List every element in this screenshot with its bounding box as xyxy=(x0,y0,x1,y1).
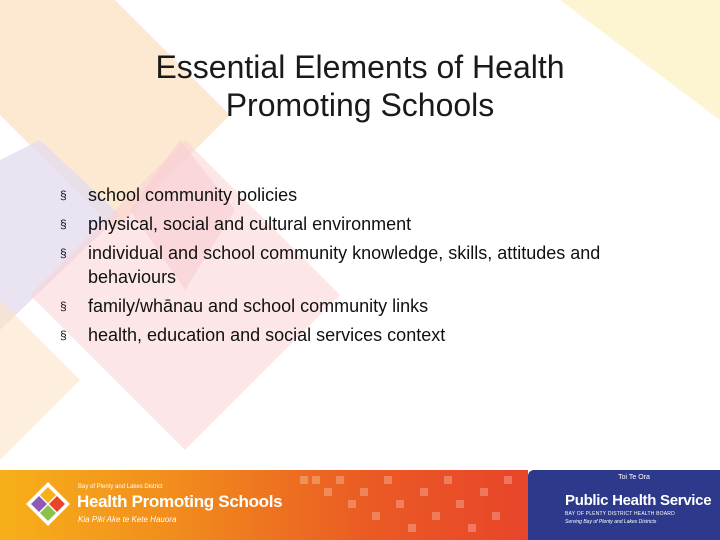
bullet-text-continued: behaviours xyxy=(88,267,177,287)
slide-title xyxy=(60,48,660,124)
phs-serving: Serving Bay of Plenty and Lakes Districts xyxy=(565,519,657,525)
grid-square xyxy=(492,512,500,520)
bullet-text: individual and school community knowledge, skills, attitudes and xyxy=(88,243,601,263)
bullet-marker: § xyxy=(60,188,67,202)
bullet-marker: § xyxy=(60,299,67,313)
grid-square xyxy=(384,476,392,484)
phs-name: Public Health Service xyxy=(565,492,712,509)
grid-square xyxy=(444,476,452,484)
grid-square xyxy=(360,488,368,496)
grid-square xyxy=(456,500,464,508)
phs-board: BAY OF PLENTY DISTRICT HEALTH BOARD xyxy=(565,511,675,517)
bullet-text: health, education and social services context xyxy=(88,325,446,345)
bullet-item xyxy=(60,294,670,318)
diamond-logo-icon xyxy=(26,482,70,526)
grid-square xyxy=(336,476,344,484)
bullet-text: school community policies xyxy=(88,185,298,205)
footer-banner xyxy=(0,470,720,540)
grid-square xyxy=(504,476,512,484)
slide-title-line1: Essential Elements of Health xyxy=(155,49,565,85)
bullet-item xyxy=(60,183,670,207)
bullet-marker: § xyxy=(60,328,67,342)
grid-square xyxy=(348,500,356,508)
bullet-text: physical, social and cultural environment xyxy=(88,214,412,234)
grid-square xyxy=(300,476,308,484)
hps-name: Health Promoting Schools xyxy=(77,492,283,511)
bullet-item xyxy=(60,323,670,347)
grid-square xyxy=(312,476,320,484)
bullet-item xyxy=(60,212,670,236)
bullet-item xyxy=(60,241,670,289)
bullet-list xyxy=(60,183,670,352)
grid-square xyxy=(468,524,476,532)
grid-square xyxy=(432,512,440,520)
bullet-marker: § xyxy=(60,246,67,260)
slide-title-line2: Promoting Schools xyxy=(225,87,495,123)
district-label: Bay of Plenty and Lakes District xyxy=(78,484,163,490)
phs-maori-name: Toi Te Ora xyxy=(618,474,650,481)
grid-square xyxy=(480,488,488,496)
grid-square xyxy=(408,524,416,532)
grid-square xyxy=(396,500,404,508)
bullet-text: family/whānau and school community links xyxy=(88,296,429,316)
grid-square xyxy=(324,488,332,496)
grid-square xyxy=(372,512,380,520)
bullet-marker: § xyxy=(60,217,67,231)
grid-square xyxy=(420,488,428,496)
hps-tagline: Kia Piki Ake te Kete Hauora xyxy=(78,515,177,524)
